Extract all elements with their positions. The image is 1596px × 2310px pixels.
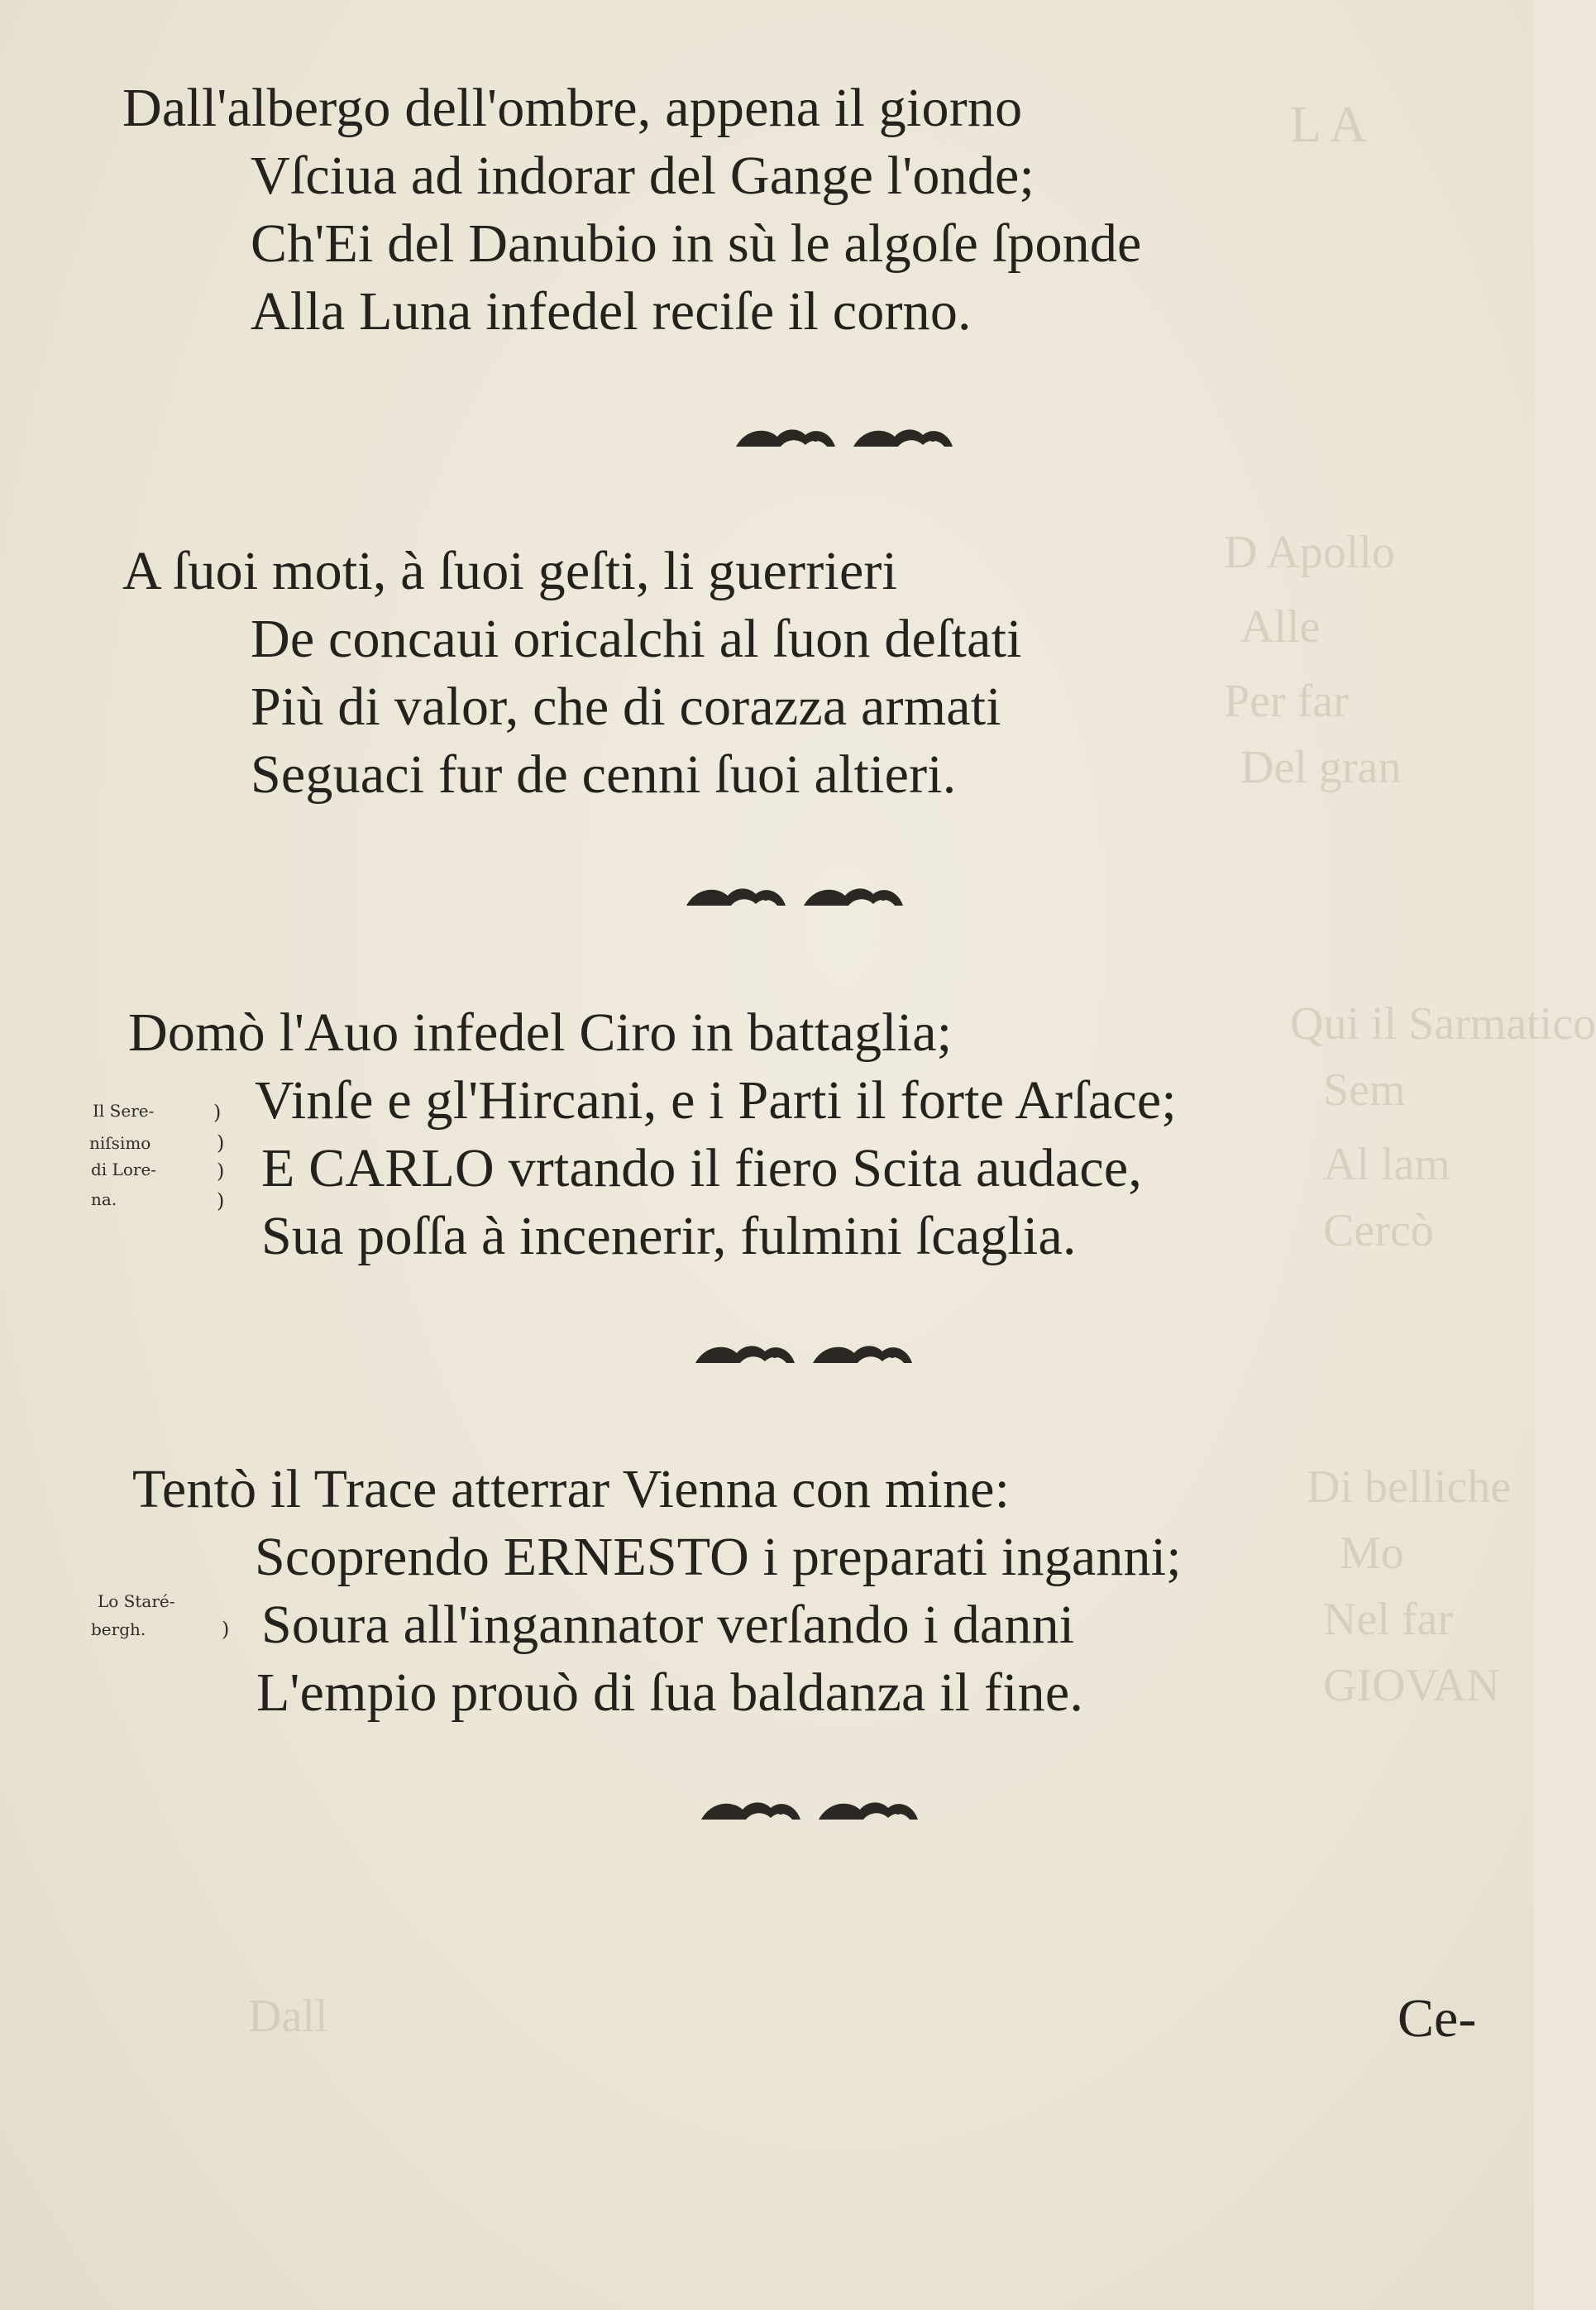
ornament-divider bbox=[686, 1795, 934, 1828]
margin-note-line: Lo Staré- bbox=[98, 1591, 175, 1611]
verse-line: Vinſe e gl'Hircani, e i Parti il forte Arſace; bbox=[255, 1070, 1177, 1131]
margin-bracket: ) bbox=[217, 1160, 225, 1183]
verse-line: Seguaci fur de cenni ſuoi altieri. bbox=[251, 744, 957, 805]
show-through: Del gran bbox=[1240, 742, 1402, 793]
show-through: Al lam bbox=[1323, 1139, 1450, 1190]
verse-line: L'empio prouò di ſua baldanza il fine. bbox=[256, 1662, 1084, 1723]
verse-line: Più di valor, che di corazza armati bbox=[251, 677, 1001, 737]
show-through: D Apollo bbox=[1224, 527, 1395, 578]
margin-bracket: ) bbox=[217, 1131, 225, 1155]
ornament-divider bbox=[685, 1338, 925, 1371]
verse-line: Ch'Ei del Danubio in sù le algoſe ſponde bbox=[251, 213, 1142, 274]
ornament-divider bbox=[671, 881, 920, 914]
show-through: Nel far bbox=[1323, 1594, 1454, 1645]
verse-line: Tentò il Trace atterrar Vienna con mine: bbox=[132, 1459, 1011, 1519]
show-through: Dall bbox=[248, 1991, 328, 2042]
verse-line: Domò l'Auo infedel Ciro in battaglia; bbox=[128, 1002, 953, 1063]
verse-line: Vſciua ad indorar del Gange l'onde; bbox=[251, 146, 1035, 206]
margin-bracket: ) bbox=[213, 1101, 222, 1124]
verse-line: Sua poſſa à incenerir, fulmini ſcaglia. bbox=[261, 1206, 1077, 1266]
ornament-divider bbox=[729, 422, 961, 455]
show-through: Mo bbox=[1340, 1528, 1404, 1579]
margin-note-line: bergh. bbox=[91, 1619, 146, 1639]
verse-line: E CARLO vrtando il fiero Scita audace, bbox=[261, 1138, 1143, 1198]
verse-line: Alla Luna infedel reciſe il corno. bbox=[251, 281, 972, 342]
margin-note-line: Il Sere- bbox=[93, 1101, 155, 1121]
show-through: Cercò bbox=[1323, 1205, 1434, 1256]
catchword: Ce- bbox=[1398, 1988, 1477, 2049]
margin-bracket: ) bbox=[217, 1189, 225, 1212]
show-through: Sem bbox=[1323, 1064, 1406, 1116]
margin-note-line: di Lore- bbox=[91, 1160, 157, 1179]
verse-line: Soura all'ingannator verſando i danni bbox=[261, 1595, 1075, 1655]
verse-line: Scoprendo ERNESTO i preparati inganni; bbox=[255, 1527, 1182, 1587]
show-through: Di belliche bbox=[1307, 1461, 1512, 1513]
margin-note-line: na. bbox=[91, 1189, 117, 1209]
verse-line: Dall'albergo dell'ombre, appena il giorno bbox=[122, 78, 1023, 138]
show-through: Alle bbox=[1240, 601, 1321, 653]
verse-line: A ſuoi moti, à ſuoi geſti, li guerrieri bbox=[122, 541, 898, 601]
verse-line: De concaui oricalchi al ſuon deſtati bbox=[251, 609, 1022, 669]
show-through: GIOVAN bbox=[1323, 1660, 1500, 1711]
show-through: Per far bbox=[1224, 676, 1349, 727]
show-through: Qui il Sarmatico bbox=[1290, 998, 1596, 1050]
margin-note-line: niſsimo bbox=[89, 1133, 151, 1153]
margin-bracket: ) bbox=[222, 1618, 230, 1641]
show-through: L A bbox=[1290, 97, 1367, 153]
